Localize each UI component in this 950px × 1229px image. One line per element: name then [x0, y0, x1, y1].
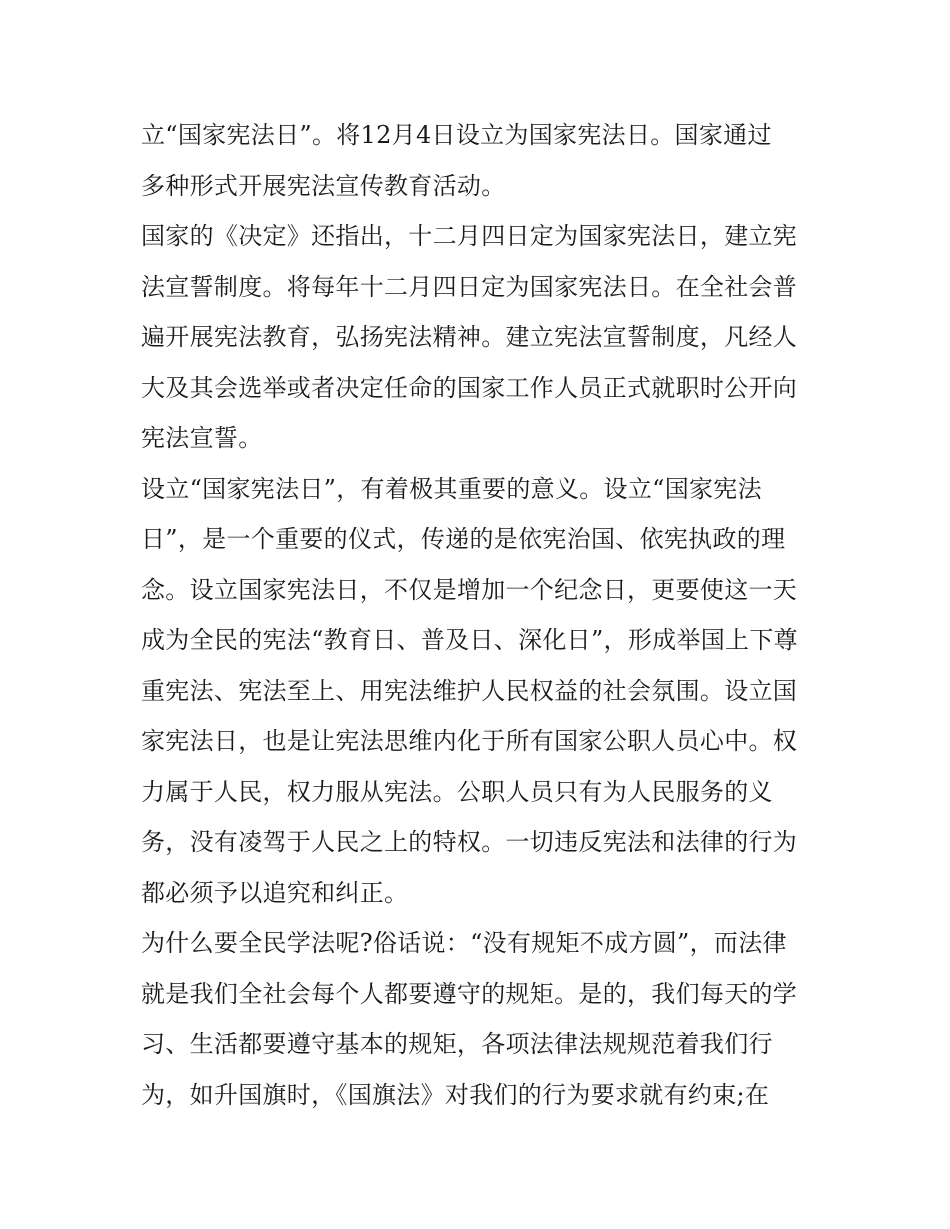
text-line: 就是我们全社会每个人都要遵守的规矩。是的，我们每天的学	[141, 979, 798, 1008]
text-line: 遍开展宪法教育，弘扬宪法精神。建立宪法宣誓制度，凡经人	[141, 323, 798, 351]
text-line: 习、生活都要遵守基本的规矩，各项法律法规规范着我们行	[141, 1030, 773, 1058]
text-line: 重宪法、宪法至上、用宪法维护人民权益的社会氛围。设立国	[141, 676, 798, 705]
text-line: 为什么要全民学法呢?俗话说：“没有规矩不成方圆”，而法律	[141, 929, 787, 957]
text-line: 立“国家宪法日”。将12月4日设立为国家宪法日。国家通过	[141, 121, 772, 149]
text-line: 国家的《决定》还指出，十二月四日定为国家宪法日，建立宪	[141, 222, 798, 250]
text-line: 务，没有凌驾于人民之上的特权。一切违反宪法和法律的行为	[141, 828, 798, 856]
text-line: 成为全民的宪法“教育日、普及日、深化日”，形成举国上下尊	[141, 626, 798, 654]
text-line: 念。设立国家宪法日，不仅是增加一个纪念日，更要使这一天	[141, 575, 798, 604]
text-line: 设立“国家宪法日”，有着极其重要的意义。设立“国家宪法	[141, 474, 762, 503]
text-line: 多种形式开展宪法宣传教育活动。	[141, 171, 506, 200]
document-body	[141, 110, 813, 1120]
text-line: 大及其会选举或者决定任命的国家工作人员正式就职时公开向	[141, 373, 798, 402]
text-line: 法宣誓制度。将每年十二月四日定为国家宪法日。在全社会普	[141, 272, 798, 301]
text-line: 家宪法日，也是让宪法思维内化于所有国家公职人员心中。权	[141, 727, 798, 755]
text-line: 日”，是一个重要的仪式，传递的是依宪治国、依宪执政的理	[141, 525, 786, 553]
text-line: 宪法宣誓。	[141, 424, 263, 452]
text-line: 为，如升国旗时，《国旗法》对我们的行为要求就有约束;在	[141, 1080, 770, 1109]
text-line: 力属于人民，权力服从宪法。公职人员只有为人民服务的义	[141, 777, 773, 806]
text-line: 都必须予以追究和纠正。	[141, 878, 409, 907]
